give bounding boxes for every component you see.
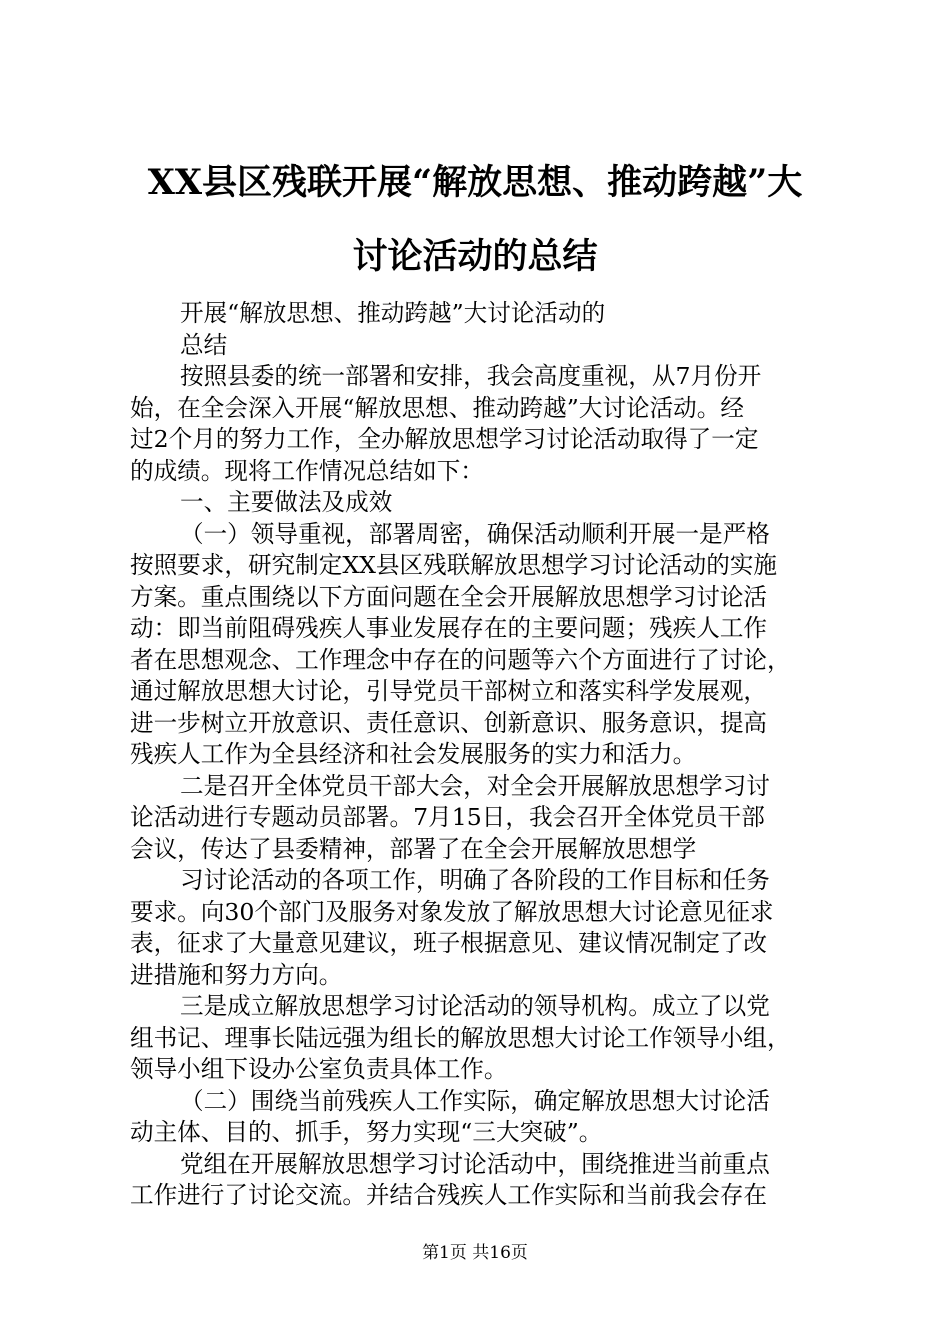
body-line: 过2个月的努力工作，全办解放思想学习讨论活动取得了一定 [130, 425, 759, 453]
body-line: 动主体、目的、抓手，努力实现“三大突破”。 [130, 1118, 603, 1146]
body-line: 进措施和努力方向。 [130, 960, 343, 989]
body-line: （一）领导重视，部署周密，确保活动顺利开展一是严格 [180, 519, 770, 548]
document-body [130, 298, 830, 1212]
body-line: 会议，传达了县委精神，部署了在全会开展解放思想学 [130, 834, 697, 863]
body-line: 论活动进行专题动员部署。7月15日，我会召开全体党员干部 [130, 803, 765, 831]
body-line: 开展“解放思想、推动跨越”大讨论活动的 [180, 299, 606, 327]
body-line: 三是成立解放思想学习讨论活动的领导机构。成立了以党 [180, 992, 770, 1020]
body-line: 者在思想观念、工作理念中存在的问题等六个方面进行了讨论， [130, 645, 791, 674]
body-line: 按照要求，研究制定XX县区残联解放思想学习讨论活动的实施 [130, 551, 778, 579]
body-line: （二）围绕当前残疾人工作实际，确定解放思想大讨论活 [180, 1086, 770, 1115]
document-title [120, 146, 830, 294]
body-line: 始，在全会深入开展“解放思想、推动跨越”大讨论活动。经 [130, 393, 744, 422]
body-line: 习讨论活动的各项工作，明确了各阶段的工作目标和任务 [180, 866, 770, 894]
body-line: 二是召开全体党员干部大会，对全会开展解放思想学习讨 [180, 771, 770, 800]
body-line: 残疾人工作为全县经济和社会发展服务的实力和活力。 [130, 740, 697, 768]
body-line: 总结 [180, 330, 228, 359]
title-line: XX县区残联开展“解放思想、推动跨越”大 [147, 162, 803, 203]
body-line: 党组在开展解放思想学习讨论活动中，围绕推进当前重点 [180, 1149, 770, 1178]
body-line: 通过解放思想大讨论，引导党员干部树立和落实科学发展观， [130, 677, 768, 705]
body-line: 进一步树立开放意识、责任意识、创新意识、服务意识，提高 [130, 708, 768, 737]
body-line: 工作进行了讨论交流。并结合残疾人工作实际和当前我会存在 [130, 1181, 768, 1209]
body-line: 组书记、理事长陆远强为组长的解放思想大讨论工作领导小组， [130, 1023, 791, 1052]
body-line: 方案。重点围绕以下方面问题在全会开展解放思想学习讨论活 [130, 582, 768, 611]
body-line: 动：即当前阻碍残疾人事业发展存在的主要问题；残疾人工作 [130, 614, 768, 642]
page-number-footer: 第1页 共16页 [422, 1243, 528, 1263]
body-line: 的成绩。现将工作情况总结如下： [130, 456, 484, 485]
body-line: 表，征求了大量意见建议，班子根据意见、建议情况制定了改 [130, 929, 768, 957]
body-line: 按照县委的统一部署和安排，我会高度重视，从7月份开 [180, 362, 762, 390]
body-line: 领导小组下设办公室负责具体工作。 [130, 1055, 508, 1083]
title-line: 讨论活动的总结 [352, 236, 598, 277]
body-line: 要求。向30个部门及服务对象发放了解放思想大讨论意见征求 [130, 897, 774, 926]
body-line: 一、主要做法及成效 [180, 488, 393, 516]
